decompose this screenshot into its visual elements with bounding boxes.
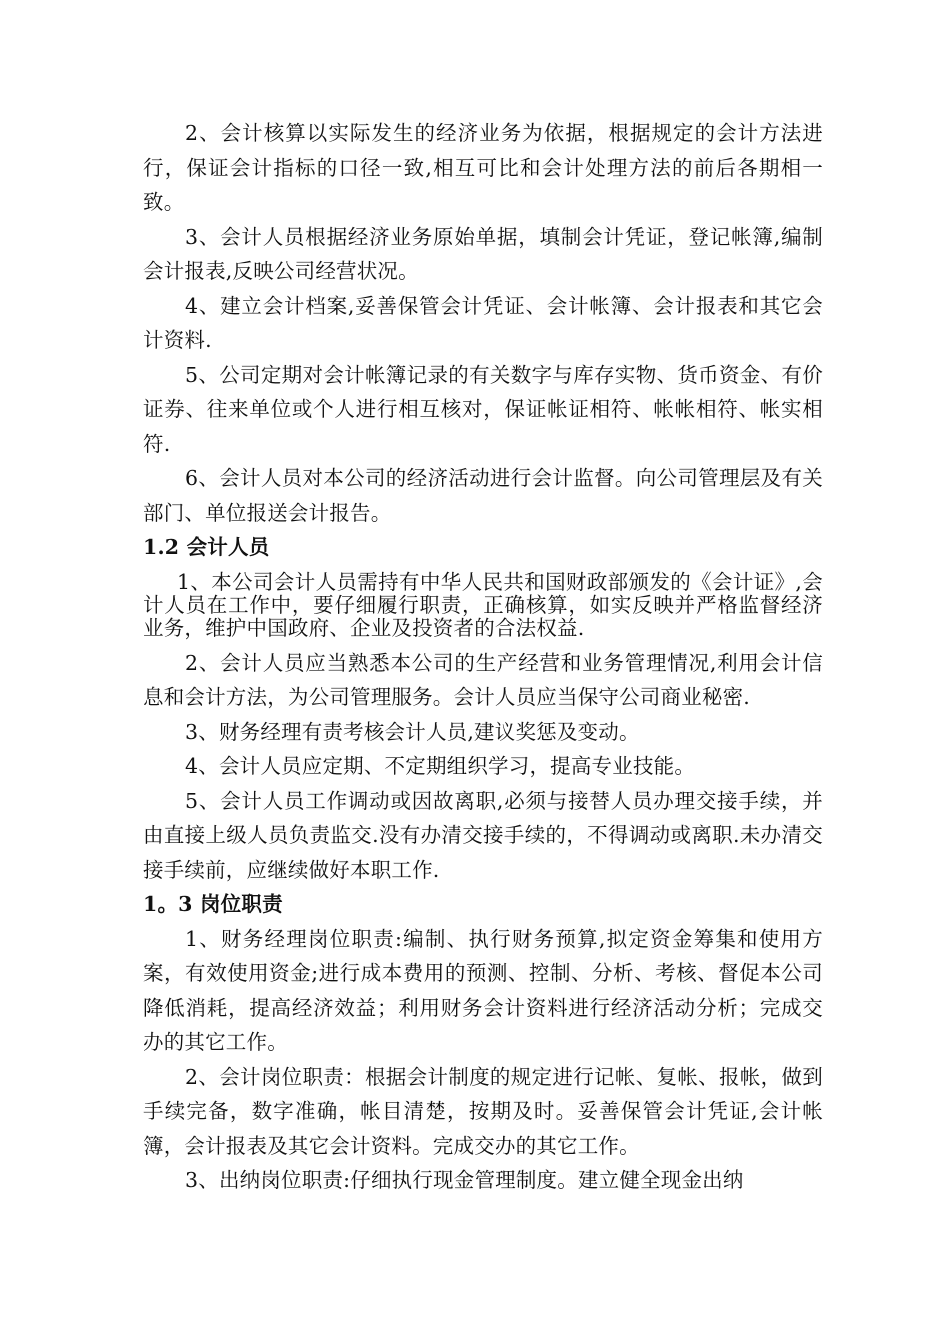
staff-item-1: 1、本公司会计人员需持有中华人民共和国财政部颁发的《会计证》,会计人员在工作中，要仔细履行职责，正确核算，如实反映并严格监督经济业务，维护中国政府、企业及投资者的合法权益. xyxy=(143,569,823,640)
document-body xyxy=(143,116,823,1198)
duty-item-1: 1、财务经理岗位职责:编制、执行财务预算,拟定资金筹集和使用方案，有效使用资金;进行成本费用的预测、控制、分析、考核、督促本公司降低消耗，提高经济效益；利用财务会计资料进行经济活动分析；完成交办的其它工作。 xyxy=(143,926,823,1054)
staff-item-5: 5、会计人员工作调动或因故离职,必须与接替人员办理交接手续，并由直接上级人员负责监交.没有办清交接手续的，不得调动或离职.未办清交接手续前，应继续做好本职工作. xyxy=(143,788,823,882)
section-heading-job-duties: 1。3 岗位职责 xyxy=(143,892,283,916)
staff-item-4: 4、会计人员应定期、不定期组织学习，提高专业技能。 xyxy=(185,754,696,778)
accounting-item-2: 2、会计核算以实际发生的经济业务为依据，根据规定的会计方法进行，保证会计指标的口径一致,相互可比和会计处理方法的前后各期相一致。 xyxy=(143,121,823,214)
staff-item-3: 3、财务经理有责考核会计人员,建议奖惩及变动。 xyxy=(185,719,640,744)
accounting-item-6: 6、会计人员对本公司的经济活动进行会计监督。向公司管理层及有关部门、单位报送会计报告。 xyxy=(143,466,823,525)
accounting-item-3: 3、会计人员根据经济业务原始单据，填制会计凭证，登记帐簿,编制会计报表,反映公司经营状况。 xyxy=(143,224,823,283)
section-heading-accounting-staff: 1.2 会计人员 xyxy=(143,535,270,559)
duty-item-3: 3、出纳岗位职责:仔细执行现金管理制度。建立健全现金出纳 xyxy=(185,1168,744,1192)
staff-item-2: 2、会计人员应当熟悉本公司的生产经营和业务管理情况,利用会计信息和会计方法，为公司管理服务。会计人员应当保守公司商业秘密. xyxy=(143,650,823,709)
accounting-item-5: 5、公司定期对会计帐簿记录的有关数字与库存实物、货币资金、有价证券、往来单位或个人进行相互核对，保证帐证相符、帐帐相符、帐实相符. xyxy=(143,362,823,456)
accounting-item-4: 4、建立会计档案,妥善保管会计凭证、会计帐簿、会计报表和其它会计资料. xyxy=(143,293,823,352)
duty-item-2: 2、会计岗位职责：根据会计制度的规定进行记帐、复帐、报帐，做到手续完备，数字准确，帐目清楚，按期及时。妥善保管会计凭证,会计帐簿，会计报表及其它会计资料。完成交办的其它工作。 xyxy=(143,1064,823,1158)
